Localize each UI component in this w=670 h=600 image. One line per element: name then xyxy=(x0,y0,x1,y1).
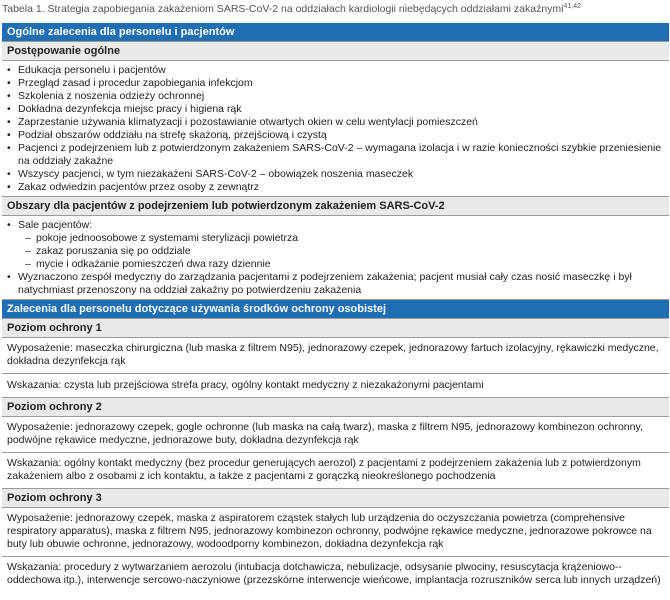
level-3-equipment: Wyposażenie: jednorazowy czepek, maska z aspiratorem cząstek stałych lub urządzenia do oczyszczania powietrza (comprehensive respiratory apparatus), maska z filtrem N95, jednorazowy kombinezon ochronny, podwójne rękawice medyczne, jednorazowe pokrowce na buty lub obuwie ochronne, jednorazowy, wodoodporny kombinezon, dokładna dezynfekcja rąk xyxy=(2,508,669,557)
list-item: • Podział obszarów oddziału na strefę skażoną, przejściową i czystą xyxy=(7,129,664,142)
general-procedure-list xyxy=(7,64,664,194)
rooms-sublist xyxy=(7,232,664,271)
subheader-level-2: Poziom ochrony 2 xyxy=(2,398,669,417)
list-item: • Wszyscy pacjenci, w tym niezakażeni SARS-CoV-2 – obowiązek noszenia maseczek xyxy=(7,168,664,181)
subheader-level-1: Poziom ochrony 1 xyxy=(2,319,669,338)
list-item: • Wyznaczono zespół medyczny do zarządzania pacjentami z podejrzeniem zakażenia; pacjent musiał cały czas nosić maseczkę i był natychmiast przenoszony na oddział zakaźny po potwierdzeniu zakażenia xyxy=(7,271,664,297)
caption-text: Tabela 1. Strategia zapobiegania zakażeniom SARS-CoV-2 na oddziałach kardiologii niebędących oddziałami zakaźnymi xyxy=(2,3,564,15)
patient-areas-cell xyxy=(2,216,669,300)
table-caption xyxy=(2,3,581,15)
recommendations-table xyxy=(2,23,669,592)
sublist-item: – pokoje jednoosobowe z systemami sterylizacji powietrza xyxy=(7,232,664,245)
section-header-general: Ogólne zalecenia dla personelu i pacjentów xyxy=(2,23,669,42)
subheader-patient-areas: Obszary dla pacjentów z podejrzeniem lub potwierdzonym zakażeniem SARS-CoV-2 xyxy=(2,197,669,216)
list-item: • Zaprzestanie używania klimatyzacji i pozostawianie otwartych okien w celu wentylacji pomieszczeń xyxy=(7,116,664,129)
list-item: • Edukacja personelu i pacjentów xyxy=(7,64,664,77)
patient-areas-list-cont xyxy=(7,271,664,297)
patient-areas-list xyxy=(7,219,664,232)
list-item xyxy=(7,219,664,232)
rooms-label: Sale pacjentów: xyxy=(18,219,93,231)
sublist-item: – mycie i odkażanie pomieszczeń dwa razy dziennie xyxy=(7,258,664,271)
list-item: • Zakaz odwiedzin pacjentów przez osoby z zewnątrz xyxy=(7,181,664,194)
section-header-ppe: Zalecenia dla personelu dotyczące używania środków ochrony osobistej xyxy=(2,300,669,319)
list-item: • Pacjenci z podejrzeniem lub z potwierdzonym zakażeniem SARS-CoV-2 – wymagana izolacja i w razie konieczności szybkie przeniesienie na oddziały zakaźne xyxy=(7,142,664,168)
subheader-level-3: Poziom ochrony 3 xyxy=(2,489,669,508)
list-item: • Szkolenia z noszenia odzieży ochronnej xyxy=(7,90,664,103)
general-procedure-cell xyxy=(2,61,669,197)
caption-references: 41,42 xyxy=(563,3,582,10)
list-item: • Dokładna dezynfekcja miejsc pracy i higiena rąk xyxy=(7,103,664,116)
list-item: • Przegląd zasad i procedur zapobiegania infekcjom xyxy=(7,77,664,90)
sublist-item: – zakaz poruszania się po oddziale xyxy=(7,245,664,258)
subheader-general-procedure: Postępowanie ogólne xyxy=(2,42,669,61)
level-1-equipment: Wyposażenie: maseczka chirurgiczna (lub maska z filtrem N95), jednorazowy czepek, jednorazowy fartuch izolacyjny, rękawiczki medyczne, dokładna dezynfekcja rąk xyxy=(2,338,669,374)
level-3-indications: Wskazania: procedury z wytwarzaniem aerozolu (intubacja dotchawicza, nebulizacje, odsysanie plwociny, resuscytacja krążeniowo--oddechowa itp.), interwencje sercowo-naczyniowe (przezskórne interwencje wieńcowe, implantacja rozruszników serca lub innych urządzeń) xyxy=(7,561,661,586)
level-1-indications: Wskazania: czysta lub przejściowa strefa pracy, ogólny kontakt medyczny z niezakażonymi pacjentami xyxy=(2,374,669,398)
level-2-indications: Wskazania: ogólny kontakt medyczny (bez procedur generujących aerozol) z pacjentami z podejrzeniem zakażenia lub z potwierdzonym zakażeniem albo z osobami z ich kontaktu, a także z pacjentami z gorączką nieokreślonego pochodzenia xyxy=(2,453,669,489)
level-2-equipment: Wyposażenie: jednorazowy czepek, gogle ochronne (lub maska na całą twarz), maska z filtrem N95, jednorazowy kombinezon ochronny, podwójne rękawice medyczne, jednorazowe buty, dokładna dezynfekcja rąk xyxy=(2,417,669,453)
